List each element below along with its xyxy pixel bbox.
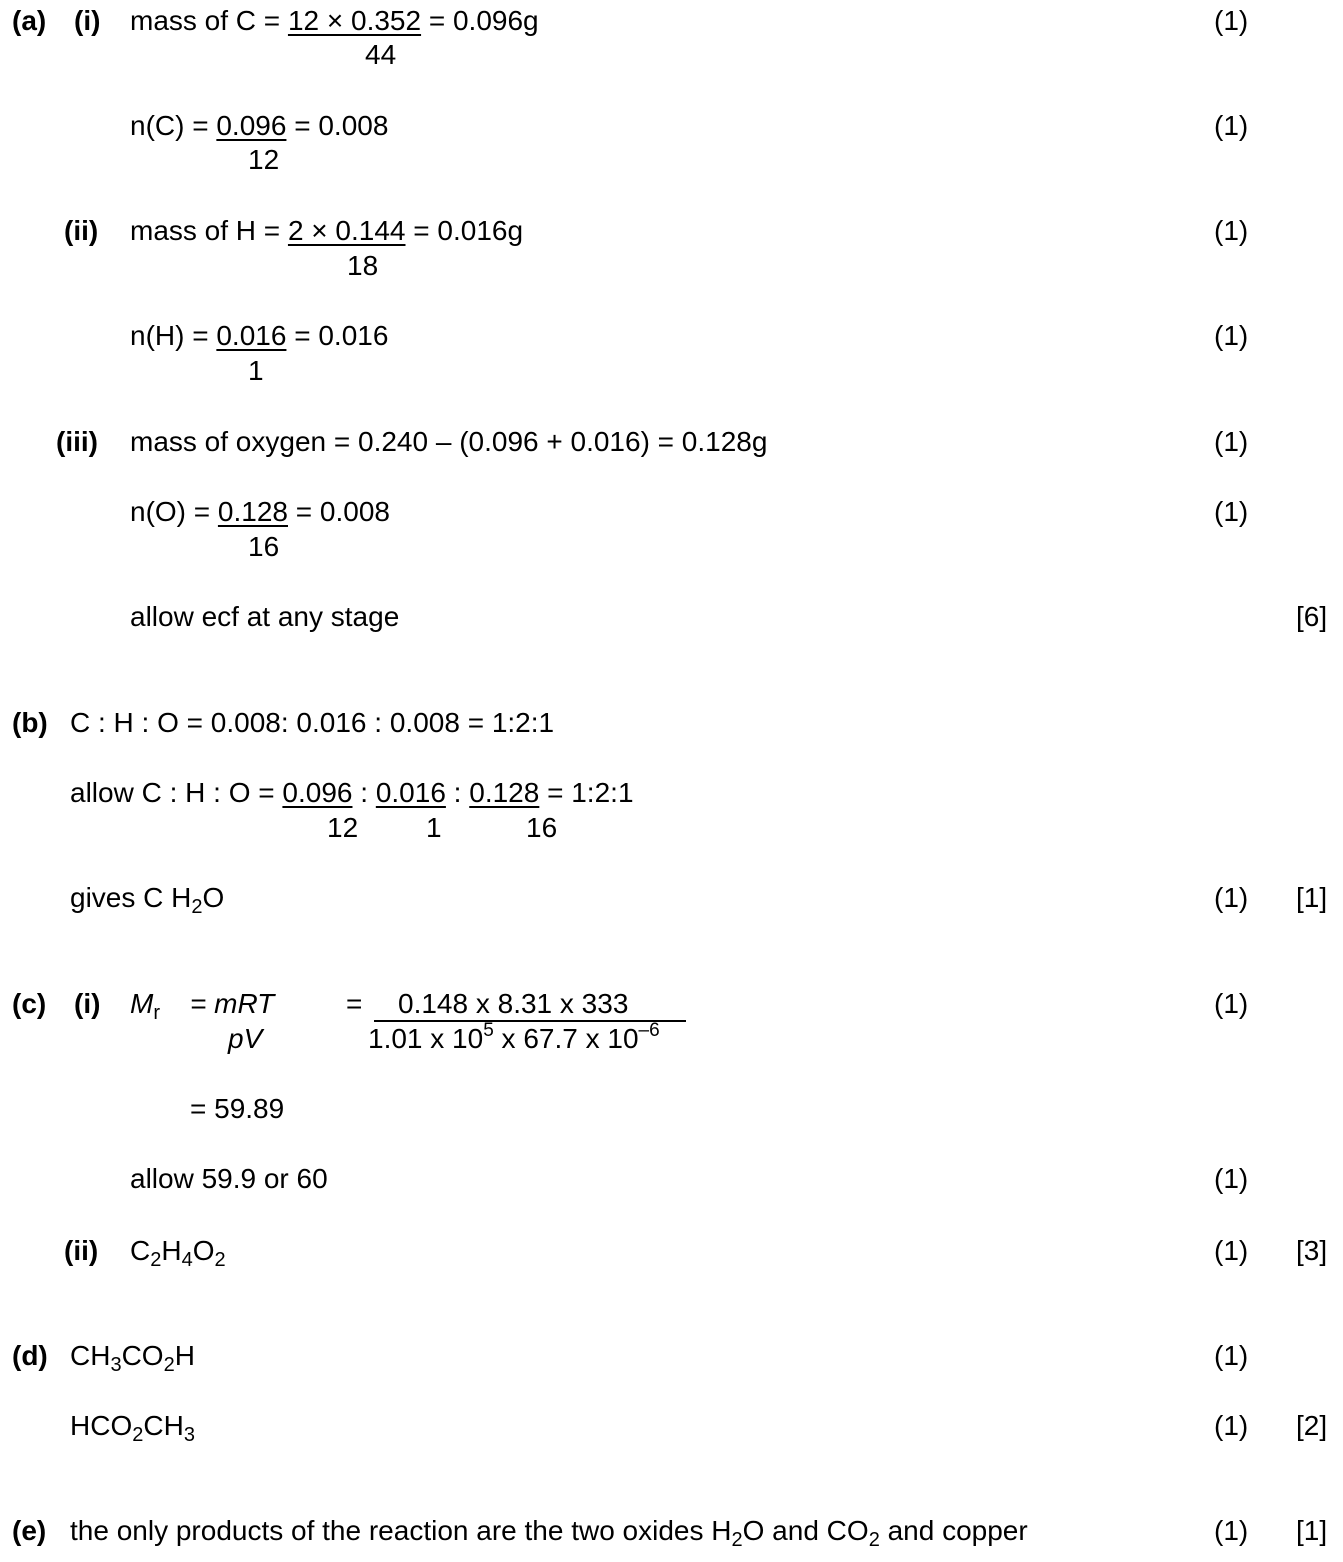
mass-o-line: mass of oxygen = 0.240 – (0.096 + 0.016) = 0.128g: [130, 426, 768, 457]
n-h-line: n(H) = 0.016 = 0.016: [130, 320, 389, 351]
equals-sign: =: [346, 988, 363, 1019]
mark: (1): [1214, 1410, 1249, 1441]
n-h-denominator: 1: [248, 355, 264, 386]
part-b-label: (b): [12, 707, 48, 738]
n-c-line: n(C) = 0.096 = 0.008: [130, 110, 389, 141]
mark: (1): [1214, 496, 1249, 527]
allow-values: allow 59.9 or 60: [130, 1163, 328, 1194]
mark: (1): [1214, 882, 1249, 913]
molecular-formula: $C_2H_4O_2$: [130, 1235, 226, 1271]
total-marks: [6]: [1296, 601, 1328, 632]
structure-ethanoic-acid: $CH_3CO_2H$: [70, 1340, 195, 1376]
mass-c-line: mass of C = 12 × 0.352 = 0.096g: [130, 5, 539, 36]
part-c-i-label: (i): [74, 988, 101, 1019]
n-o-line: n(O) = 0.128 = 0.008: [130, 496, 390, 527]
mark: (1): [1214, 1235, 1249, 1266]
mark: (1): [1214, 110, 1249, 141]
mass-c-denominator: 44: [365, 39, 397, 70]
part-d-label: (d): [12, 1340, 48, 1371]
n-o-numerator: 0.128: [217, 496, 288, 527]
calc-numerator: 0.148 x 8.31 x 333: [398, 988, 629, 1019]
ratio-line: C : H : O = 0.008: 0.016 : 0.008 = 1:2:1: [70, 707, 555, 738]
mass-c-numerator: 12 × 0.352: [287, 5, 422, 36]
gives-formula: gives C $H_2O$: [70, 882, 225, 918]
mr-result: = 59.89: [190, 1093, 285, 1124]
mark: (1): [1214, 426, 1249, 457]
part-a-ii-label: (ii): [64, 215, 99, 246]
part-e-label: (e): [12, 1515, 47, 1546]
calc-denominator: 1.01 x $10^5$ x 67.7 x $10^{-6}$: [368, 1020, 660, 1054]
mark: (1): [1214, 5, 1249, 36]
allow-ratio-line: allow C : H : O = 0.096 : 0.016 : 0.128 = 1:2:1: [70, 777, 634, 808]
allow-denominator: 1: [426, 812, 442, 843]
total-marks: [1]: [1296, 1515, 1328, 1546]
total-marks: [2]: [1296, 1410, 1328, 1441]
part-c-ii-label: (ii): [64, 1235, 99, 1266]
n-c-denominator: 12: [248, 144, 280, 175]
mark: (1): [1214, 1515, 1249, 1546]
part-a-iii-label: (iii): [56, 426, 98, 457]
mass-h-numerator: 2 × 0.144: [287, 215, 406, 246]
allow-denominator: 16: [526, 812, 558, 843]
total-marks: [3]: [1296, 1235, 1328, 1266]
n-h-numerator: 0.016: [216, 320, 287, 351]
allow-denominator: 12: [327, 812, 359, 843]
mark: (1): [1214, 320, 1249, 351]
mr-symbol: $M_r$: [130, 988, 160, 1024]
n-c-numerator: 0.096: [216, 110, 287, 141]
pv-denominator: pV: [228, 1023, 263, 1054]
part-a-i-label: (i): [74, 5, 101, 36]
mark: (1): [1214, 215, 1249, 246]
total-marks: [1]: [1296, 882, 1328, 913]
ecf-note: allow ecf at any stage: [130, 601, 400, 632]
mrt-numerator: = mRT: [190, 988, 275, 1019]
structure-methyl-methanoate: $HCO_2CH_3$: [70, 1410, 195, 1446]
part-c-label: (c): [12, 988, 47, 1019]
products-statement: the only products of the reaction are the two oxides $H_2O$ and $CO_2$ and copper: [70, 1515, 1028, 1551]
mark: (1): [1214, 1340, 1249, 1371]
mark: (1): [1214, 1163, 1249, 1194]
mass-h-denominator: 18: [347, 250, 379, 281]
n-o-denominator: 16: [248, 531, 280, 562]
part-a-label: (a): [12, 5, 47, 36]
mass-h-line: mass of H = 2 × 0.144 = 0.016g: [130, 215, 524, 246]
mark: (1): [1214, 988, 1249, 1019]
